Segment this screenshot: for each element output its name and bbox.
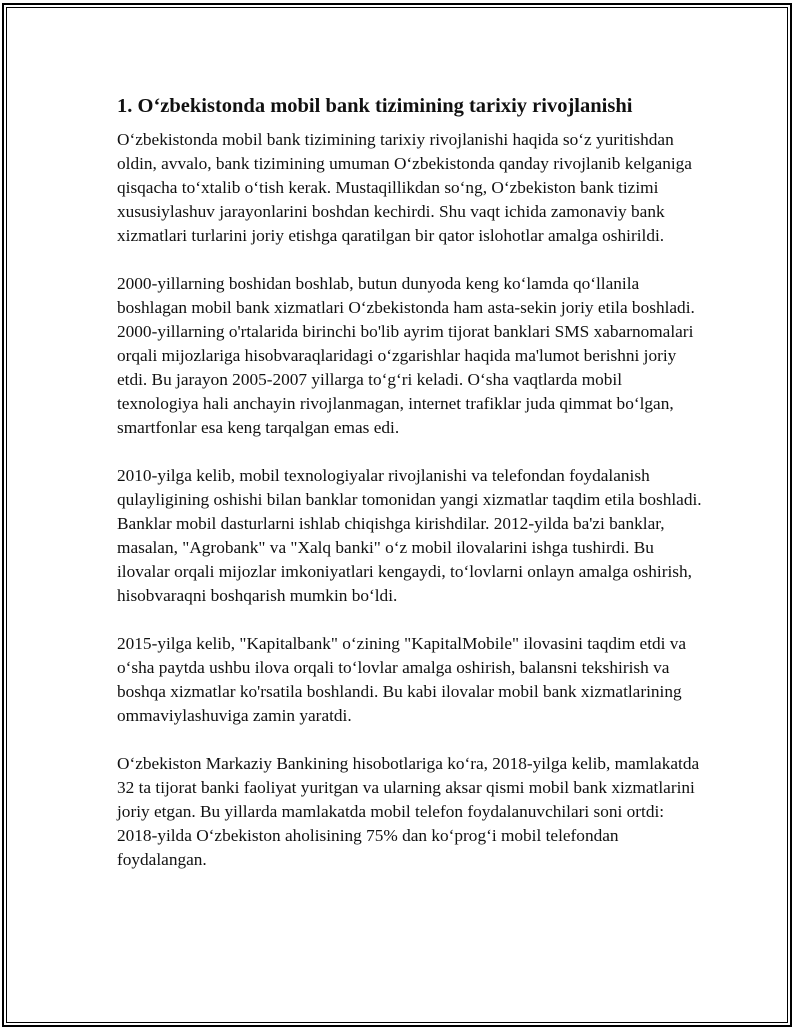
- paragraph-1: O‘zbekistonda mobil bank tizimining tarixiy rivojlanishi haqida so‘z yuritishdan oldin, avvalo, bank tizimining umuman O‘zbekistonda qanday rivojlanib kelganiga qisqacha to‘xtalib o‘tish kerak. Mustaqillikdan so‘ng, O‘zbekiston bank tizimi xususiylashuv jarayonlarini boshdan kechirdi. Shu vaqt ichida zamonaviy bank xizmatlari turlarini joriy etishga qaratilgan bir qator islohotlar amalga oshirildi.: [117, 130, 692, 245]
- section-heading: 1. O‘zbekistonda mobil bank tizimining tarixiy rivojlanishi: [117, 95, 633, 117]
- paragraph-2: 2000-yillarning boshidan boshlab, butun dunyoda keng ko‘lamda qo‘llanila boshlagan mobil bank xizmatlari O‘zbekistonda ham asta-sekin joriy etila boshladi. 2000-yillarning o'rtalarida birinchi bo'lib ayrim tijorat banklari SMS xabarnomalari orqali mijozlariga hisobvaraqlaridagi o‘zgarishlar haqida ma'lumot berishni joriy etdi. Bu jarayon 2005-2007 yillarga to‘g‘ri keladi. O‘sha vaqtlarda mobil texnologiya hali anchayin rivojlanmagan, internet trafiklar juda qimmat bo‘lgan, smartfonlar esa keng tarqalgan emas edi.: [117, 274, 695, 437]
- paragraph-3: 2010-yilga kelib, mobil texnologiyalar rivojlanishi va telefondan foydalanish qulayligining oshishi bilan banklar tomonidan yangi xizmatlar taqdim etila boshladi. Banklar mobil dasturlarni ishlab chiqishga kirishdilar. 2012-yilda ba'zi banklar, masalan, "Agrobank" va "Xalq banki" o‘z mobil ilovalarini ishga tushirdi. Bu ilovalar orqali mijozlar imkoniyatlari kengaydi, to‘lovlarni onlayn amalga oshirish, hisobvaraqni boshqarish mumkin bo‘ldi.: [117, 466, 702, 605]
- document-body: [117, 92, 702, 896]
- paragraph-4: 2015-yilga kelib, "Kapitalbank" o‘zining "KapitalMobile" ilovasini taqdim etdi va o‘sha paytda ushbu ilova orqali to‘lovlar amalga oshirish, balansni tekshirish va boshqa xizmatlar ko'rsatila boshlandi. Bu kabi ilovalar mobil bank xizmatlarining ommaviylashuviga zamin yaratdi.: [117, 634, 687, 725]
- paragraph-5: O‘zbekiston Markaziy Bankining hisobotlariga ko‘ra, 2018-yilga kelib, mamlakatda 32 ta tijorat banki faoliyat yuritgan va ularning aksar qismi mobil bank xizmatlarini joriy etgan. Bu yillarda mamlakatda mobil telefon foydalanuvchilari soni ortdi: 2018-yilda O‘zbekiston aholisining 75% dan ko‘prog‘i mobil telefondan foydalangan.: [117, 754, 700, 869]
